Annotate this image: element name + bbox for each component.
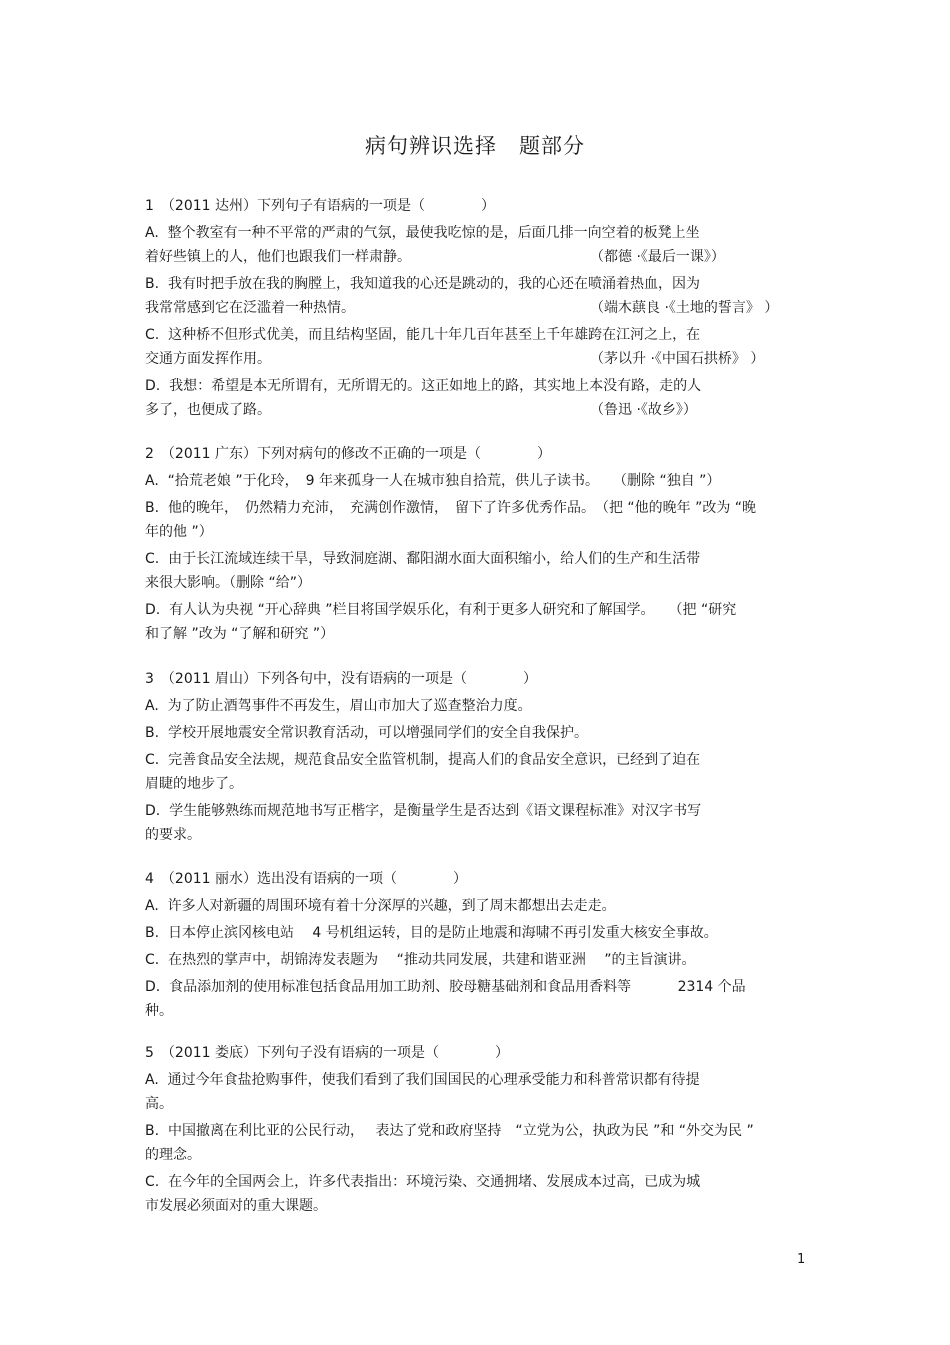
option-text: B. 学校开展地震安全常识教育活动，可以增强同学们的安全自我保护。 [145,725,588,741]
option-source: （鲁迅 ·《故乡》） [590,402,697,418]
option-b [145,921,810,945]
option-text: D. 有人认为央视 “开心辞典 ”栏目将国学娱乐化，有利于更多人研究和了解国学。 （把 “研究 [145,602,737,618]
question-2 [145,442,810,646]
option-b [145,272,810,320]
option-d [145,598,810,646]
option-text: B. 我有时把手放在我的胸膛上，我知道我的心还是跳动的，我的心还在喷涌着热血，因为 [145,276,700,292]
question-4 [145,867,810,1023]
option-text-cont: 市发展必须面对的重大课题。 [145,1198,327,1214]
option-text: B. 日本停止滨冈核电站 4 号机组运转，目的是防止地震和海啸不再引发重大核安全事故。 [145,925,718,941]
option-text-cont: 年的他 ”） [145,524,213,540]
option-text-cont: 和了解 ”改为 “了解和研究 ”） [145,626,335,642]
question-stem: 3 （2011 眉山）下列各句中，没有语病的一项是（ ） [145,671,537,687]
option-c [145,948,810,972]
question-stem: 5 （2011 娄底）下列句子没有语病的一项是（ ） [145,1045,509,1061]
option-text-cont: 的要求。 [145,827,201,843]
option-text: A. 通过今年食盐抢购事件，使我们看到了我们国国民的心理承受能力和科普常识都有待提 [145,1072,700,1088]
option-a [145,694,810,718]
question-3 [145,667,810,847]
option-text: C. 由于长江流域连续干旱，导致洞庭湖、鄱阳湖水面大面积缩小，给人们的生产和生活带 [145,551,701,567]
option-text-cont: 来很大影响。（删除 “给”） [145,575,311,591]
option-text: B. 中国撤离在利比亚的公民行动， 表达了党和政府坚持 “立党为公，执政为民 ”和 “外交为民 ” [145,1123,754,1139]
option-text-cont: 高。 [145,1096,173,1112]
option-text-cont: 眉睫的地步了。 [145,776,243,792]
option-source: （端木蕻良 ·《土地的誓言》 ） [590,300,779,316]
option-a [145,894,810,918]
page-number: 1 [797,1252,806,1267]
option-source: （茅以升 ·《中国石拱桥》 ） [590,351,765,367]
option-b [145,496,810,544]
option-b [145,1119,810,1167]
option-text: C. 在热烈的掌声中，胡锦涛发表题为 “推动共同发展，共建和谐亚洲 ”的主旨演讲。 [145,952,696,968]
question-stem: 2 （2011 广东）下列对病句的修改不正确的一项是（ ） [145,446,551,462]
option-a [145,221,810,269]
option-text-cont: 多了，也便成了路。 [145,402,271,418]
option-text-cont: 的理念。 [145,1147,201,1163]
question-5 [145,1041,810,1218]
question-stem: 1 （2011 达州）下列句子有语病的一项是（ ） [145,198,495,214]
question-stem: 4 （2011 丽水）选出没有语病的一项（ ） [145,871,467,887]
option-d [145,975,810,1023]
option-text: D. 我想：希望是本无所谓有，无所谓无的。这正如地上的路，其实地上本没有路，走的人 [145,378,702,394]
option-text: B. 他的晚年， 仍然精力充沛， 充满创作激情， 留下了许多优秀作品。 （把 “他的晚年 ”改为 “晚 [145,500,757,516]
option-a [145,1068,810,1116]
option-b [145,721,810,745]
option-source: （都德 ·《最后一课》） [590,249,725,265]
option-text-cont: 着好些镇上的人，他们也跟我们一样肃静。 [145,249,411,265]
page-title: 病句辨识选择 题部分 [365,134,585,158]
option-d [145,799,810,847]
option-text-cont: 种。 [145,1003,173,1019]
option-text: A. 为了防止酒驾事件不再发生，眉山市加大了巡查整治力度。 [145,698,532,714]
option-text: A. “拾荒老娘 ”于化玲， 9 年来孤身一人在城市独自拾荒，供儿子读书。 （删除 “独自 ”） [145,473,721,489]
option-text: A. 许多人对新疆的周围环境有着十分深厚的兴趣，到了周末都想出去走走。 [145,898,616,914]
option-text: D. 学生能够熟练而规范地书写正楷字，是衡量学生是否达到《语文课程标准》对汉字书写 [145,803,702,819]
option-text: A. 整个教室有一种不平常的严肃的气氛，最使我吃惊的是，后面几排一向空着的板凳上坐 [145,225,700,241]
option-c [145,547,810,595]
option-a [145,469,810,493]
option-text: C. 在今年的全国两会上，许多代表指出：环境污染、交通拥堵、发展成本过高，已成为城 [145,1174,701,1190]
option-text-cont: 交通方面发挥作用。 [145,351,271,367]
option-text: C. 完善食品安全法规，规范食品安全监管机制，提高人们的食品安全意识，已经到了迫在 [145,752,701,768]
option-c [145,323,810,371]
option-c [145,1170,810,1218]
option-text: D. 食品添加剂的使用标准包括食品用加工助剂、胶母糖基础剂和食品用香料等 2314 个品 [145,979,746,995]
option-text-cont: 我常常感到它在泛滥着一种热情。 [145,300,355,316]
question-1 [145,194,810,422]
option-c [145,748,810,796]
option-d [145,374,810,422]
option-text: C. 这种桥不但形式优美，而且结构坚固，能几十年几百年甚至上千年雄跨在江河之上，在 [145,327,701,343]
